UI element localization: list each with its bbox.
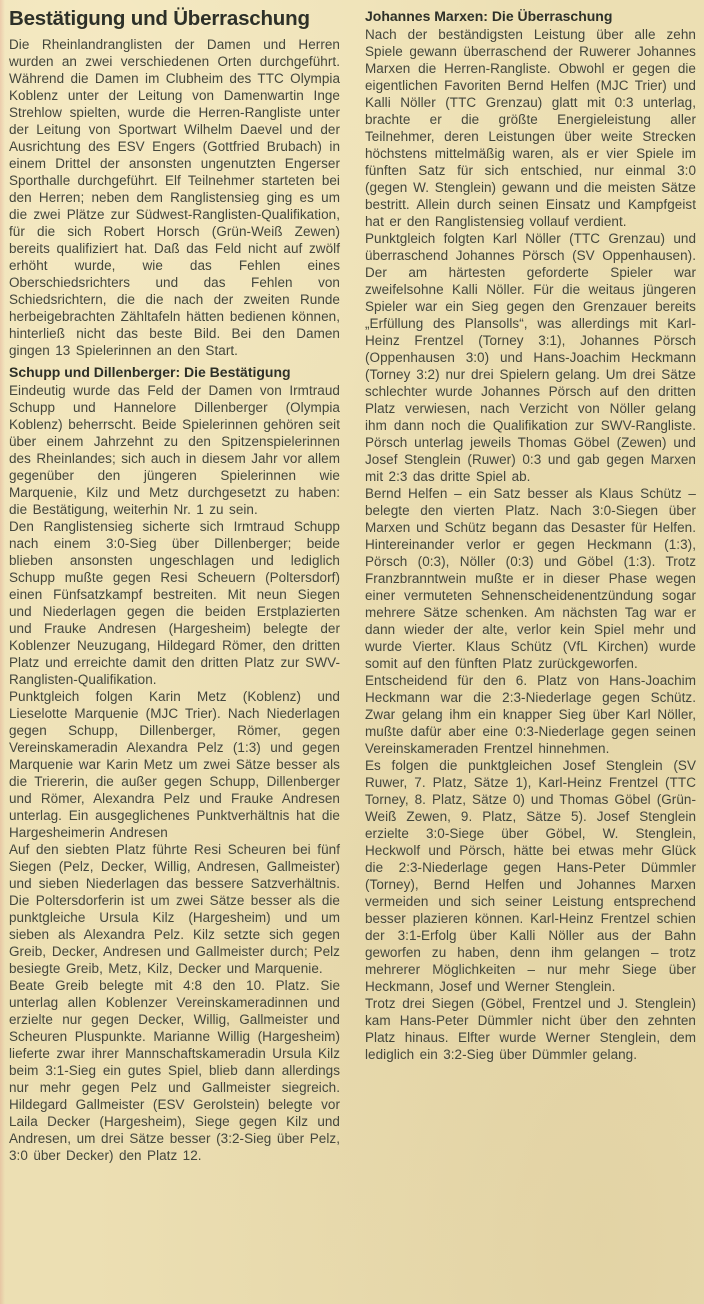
main-headline: Bestätigung und Überraschung xyxy=(9,7,310,30)
subheadline-schupp-dillenberger: Schupp und Dillenberger: Die Bestätigung xyxy=(9,364,291,380)
paragraph-right-3: Bernd Helfen – ein Satz besser als Klaus Schütz – belegte den vierten Platz. Nach 3:0-Siegen über Marxen und Schütz begann das Desaster für Helfen. Hintereinander verlor er gegen Heckmann (1:3), Pörsch (0:3), Nöller (0:3) und Göbel (1:3). Trotz Franzbranntwein mußte er in dieser Phase wegen einer vermuteten Sehnenscheidenentzündung sogar mehrere Sätze schenken. Am nächsten Tag war er dann wieder der alte, verlor kein Spiel mehr und wurde Vierter. Klaus Schütz (VfL Kirchen) wurde somit auf den fünften Platz zurückgeworfen. xyxy=(365,486,696,671)
paragraph-left-4: Auf den siebten Platz führte Resi Scheuren bei fünf Siegen (Pelz, Decker, Willig, Andresen, Gallmeister) und sieben Niederlagen das bessere Satzverhältnis. Die Poltersdorferin ist um zwei Sätze besser als die punktgleiche Ursula Kilz (Hargesheim) und um sieben als Alexandra Pelz. Kilz setzte sich gegen Greib, Decker, Andresen und Gallmeister durch; Pelz besiegte Greib, Metz, Kilz, Decker und Marquenie. xyxy=(9,842,340,976)
right-column xyxy=(365,7,696,1304)
paragraph-right-6: Trotz drei Siegen (Göbel, Frentzel und J. Stenglein) kam Hans-Peter Dümmler nicht über den zehnten Platz hinaus. Elfter wurde Werner Stenglein, dem lediglich ein 3:2-Sieg über Dümmler gelang. xyxy=(365,996,696,1062)
paragraph-left-1: Eindeutig wurde das Feld der Damen von Irmtraud Schupp und Hannelore Dillenberger (Olympia Koblenz) beherrscht. Beide Spielerinnen gehören seit über einem Jahrzehnt zu den Spitzenspielerinnen des Rheinlandes; sich auch in diesem Jahr vor allem gegenüber den jüngeren Spielerinnen wie Marquenie, Kilz und Metz durchgesetzt zu haben: die Bestätigung, weiterhin Nr. 1 zu sein. xyxy=(9,383,340,517)
paragraph-right-1: Nach der beständigsten Leistung über alle zehn Spiele gewann überraschend der Ruwerer Johannes Marxen die Herren-Rangliste. Obwohl er gegen die eigentlichen Favoriten Bernd Helfen (MJC Trier) und Kalli Nöller (TTC Grenzau) glatt mit 0:3 unterlag, brachte er die größte Energieleistung aller Teilnehmer, deren Leistungen über weite Strecken höchstens mittelmäßig waren, als er vier Spiele im fünften Satz für sich entschied, nur einmal 3:0 (gegen W. Stenglein) gewann und die meisten Sätze bestritt. Allein durch seinen Einsatz und Kampfgeist hat er den Ranglistensieg vollauf verdient. xyxy=(365,27,696,229)
paragraph-left-2: Den Ranglistensieg sicherte sich Irmtraud Schupp nach einem 3:0-Sieg über Dillenberger; beide blieben ansonsten ungeschlagen und lediglich Schupp mußte gegen Resi Scheuern (Poltersdorf) einen Fünfsatzkampf bestreiten. Mit neun Siegen und Niederlagen gegen die beiden Erstplazierten und Frauke Andresen (Hargesheim) belegte der Koblenzer Neuzugang, Hildegard Römer, den dritten Platz und erreichte damit den dritten Platz zur SWV-Ranglisten-Qualifikation. xyxy=(9,519,340,687)
subheadline-johannes-marxen: Johannes Marxen: Die Überraschung xyxy=(365,8,613,24)
left-column xyxy=(9,7,340,1304)
paragraph-left-5: Beate Greib belegte mit 4:8 den 10. Platz. Sie unterlag allen Koblenzer Vereinskameradinnen und erzielte nur gegen Decker, Willig, Gallmeister und Scheuren Pluspunkte. Marianne Willig (Hargesheim) lieferte zwar ihrer Mannschaftskameradin Ursula Kilz beim 3:1-Sieg ein gutes Spiel, blieb dann allerdings nur mehr gegen Pelz und Gallmeister siegreich. Hildegard Gallmeister (ESV Gerolstein) belegte vor Laila Decker (Hargesheim), Siege gegen Kilz und Andresen, um drei Sätze besser (3:2-Sieg über Pelz, 3:0 über Decker) den Platz 12. xyxy=(9,978,340,1163)
paragraph-right-5: Es folgen die punktgleichen Josef Stenglein (SV Ruwer, 7. Platz, Sätze 1), Karl-Heinz Frentzel (TTC Torney, 8. Platz, Sätze 0) und Thomas Göbel (Grün-Weiß Zewen, 9. Platz, Sätze 5). Josef Stenglein erzielte 3:0-Siege über Göbel, W. Stenglein, Heckwolf und Pörsch, hätte bei etwas mehr Glück die 2:3-Niederlage gegen Hans-Peter Dümmler (Torney), Bernd Helfen und Johannes Marxen vermeiden und sich seiner Leistung entsprechend besser plazieren können. Karl-Heinz Frentzel schien der 3:1-Erfolg über Kalli Nöller aus der Bahn geworfen zu haben, denn ihm gelangen – trotz mehrerer Möglichkeiten – nur mehr Siege über Heckmann, Josef und Werner Stenglein. xyxy=(365,758,696,994)
paragraph-right-4: Entscheidend für den 6. Platz von Hans-Joachim Heckmann war die 2:3-Niederlage gegen Schütz. Zwar gelang ihm ein knapper Sieg über Karl Nöller, mußte dafür aber eine 0:3-Niederlage gegen seinen Vereinskameraden Frentzel hinnehmen. xyxy=(365,673,696,756)
paragraph-left-intro: Die Rheinlandranglisten der Damen und Herren wurden an zwei verschiedenen Orten durchgeführt. Während die Damen im Clubheim des TTC Olympia Koblenz unter der Leitung von Damenwartin Inge Strehlow spielten, wurde die Herren-Rangliste unter der Leitung von Sportwart Wilhelm Daevel und der Ausrichtung des ESV Engers (Gottfried Brubach) in einem Drittel der ansonsten ungenutzten Engerser Sporthalle durchgeführt. Elf Teilnehmer starteten bei den Herren; neben dem Ranglistensieg ging es um die zwei Plätze zur Südwest-Ranglisten-Qualifikation, für die sich Robert Horsch (Grün-Weiß Zewen) bereits qualifiziert hat. Daß das Feld nicht auf zwölf erhöht wurde, wie das Fehlen eines Oberschiedsrichters und das Fehlen von Schiedsrichtern, die die nach der zweiten Runde herbeigebrachten Zähltafeln hätten bedienen können, hinterließ nicht das beste Bild. Bei den Damen gingen 13 Spielerinnen an den Start. xyxy=(9,37,340,358)
paragraph-right-2: Punktgleich folgten Karl Nöller (TTC Grenzau) und überraschend Johannes Pörsch (SV Oppenhausen). Der am härtesten geforderte Spieler war zweifelsohne Kalli Nöller. Für die weitaus jüngeren Spieler war ein Sieg gegen den Grenzauer bereits „Erfüllung des Plansolls“, was allerdings mit Karl-Heinz Frentzel (Torney 3:1), Johannes Pörsch (Oppenhausen 3:0) und Hans-Joachim Heckmann (Torney 3:2) nur drei Spielern gelang. Um drei Sätze schlechter wurde Johannes Pörsch auf den dritten Platz verwiesen, nach Verzicht von Nöller gelang ihm dann noch die Qualifikation zur SWV-Rangliste. Pörsch unterlag jeweils Thomas Göbel (Zewen) und Josef Stenglein (Ruwer) 0:3 und gab gegen Marxen mit 2:3 das dritte Spiel ab. xyxy=(365,231,696,484)
article-columns xyxy=(9,7,696,1304)
paragraph-left-3: Punktgleich folgen Karin Metz (Koblenz) und Lieselotte Marquenie (MJC Trier). Nach Niederlagen gegen Schupp, Dillenberger, Römer, gegen Vereinskameradin Alexandra Pelz (1:3) und gegen Marquenie war Karin Metz um zwei Sätze besser als die Triererin, die außer gegen Schupp, Dillenberger und Römer, Alexandra Pelz und Frauke Andresen unterlag. Ein ausgeglichenes Punktverhältnis hat die Hargesheimerin Andresen xyxy=(9,689,340,840)
